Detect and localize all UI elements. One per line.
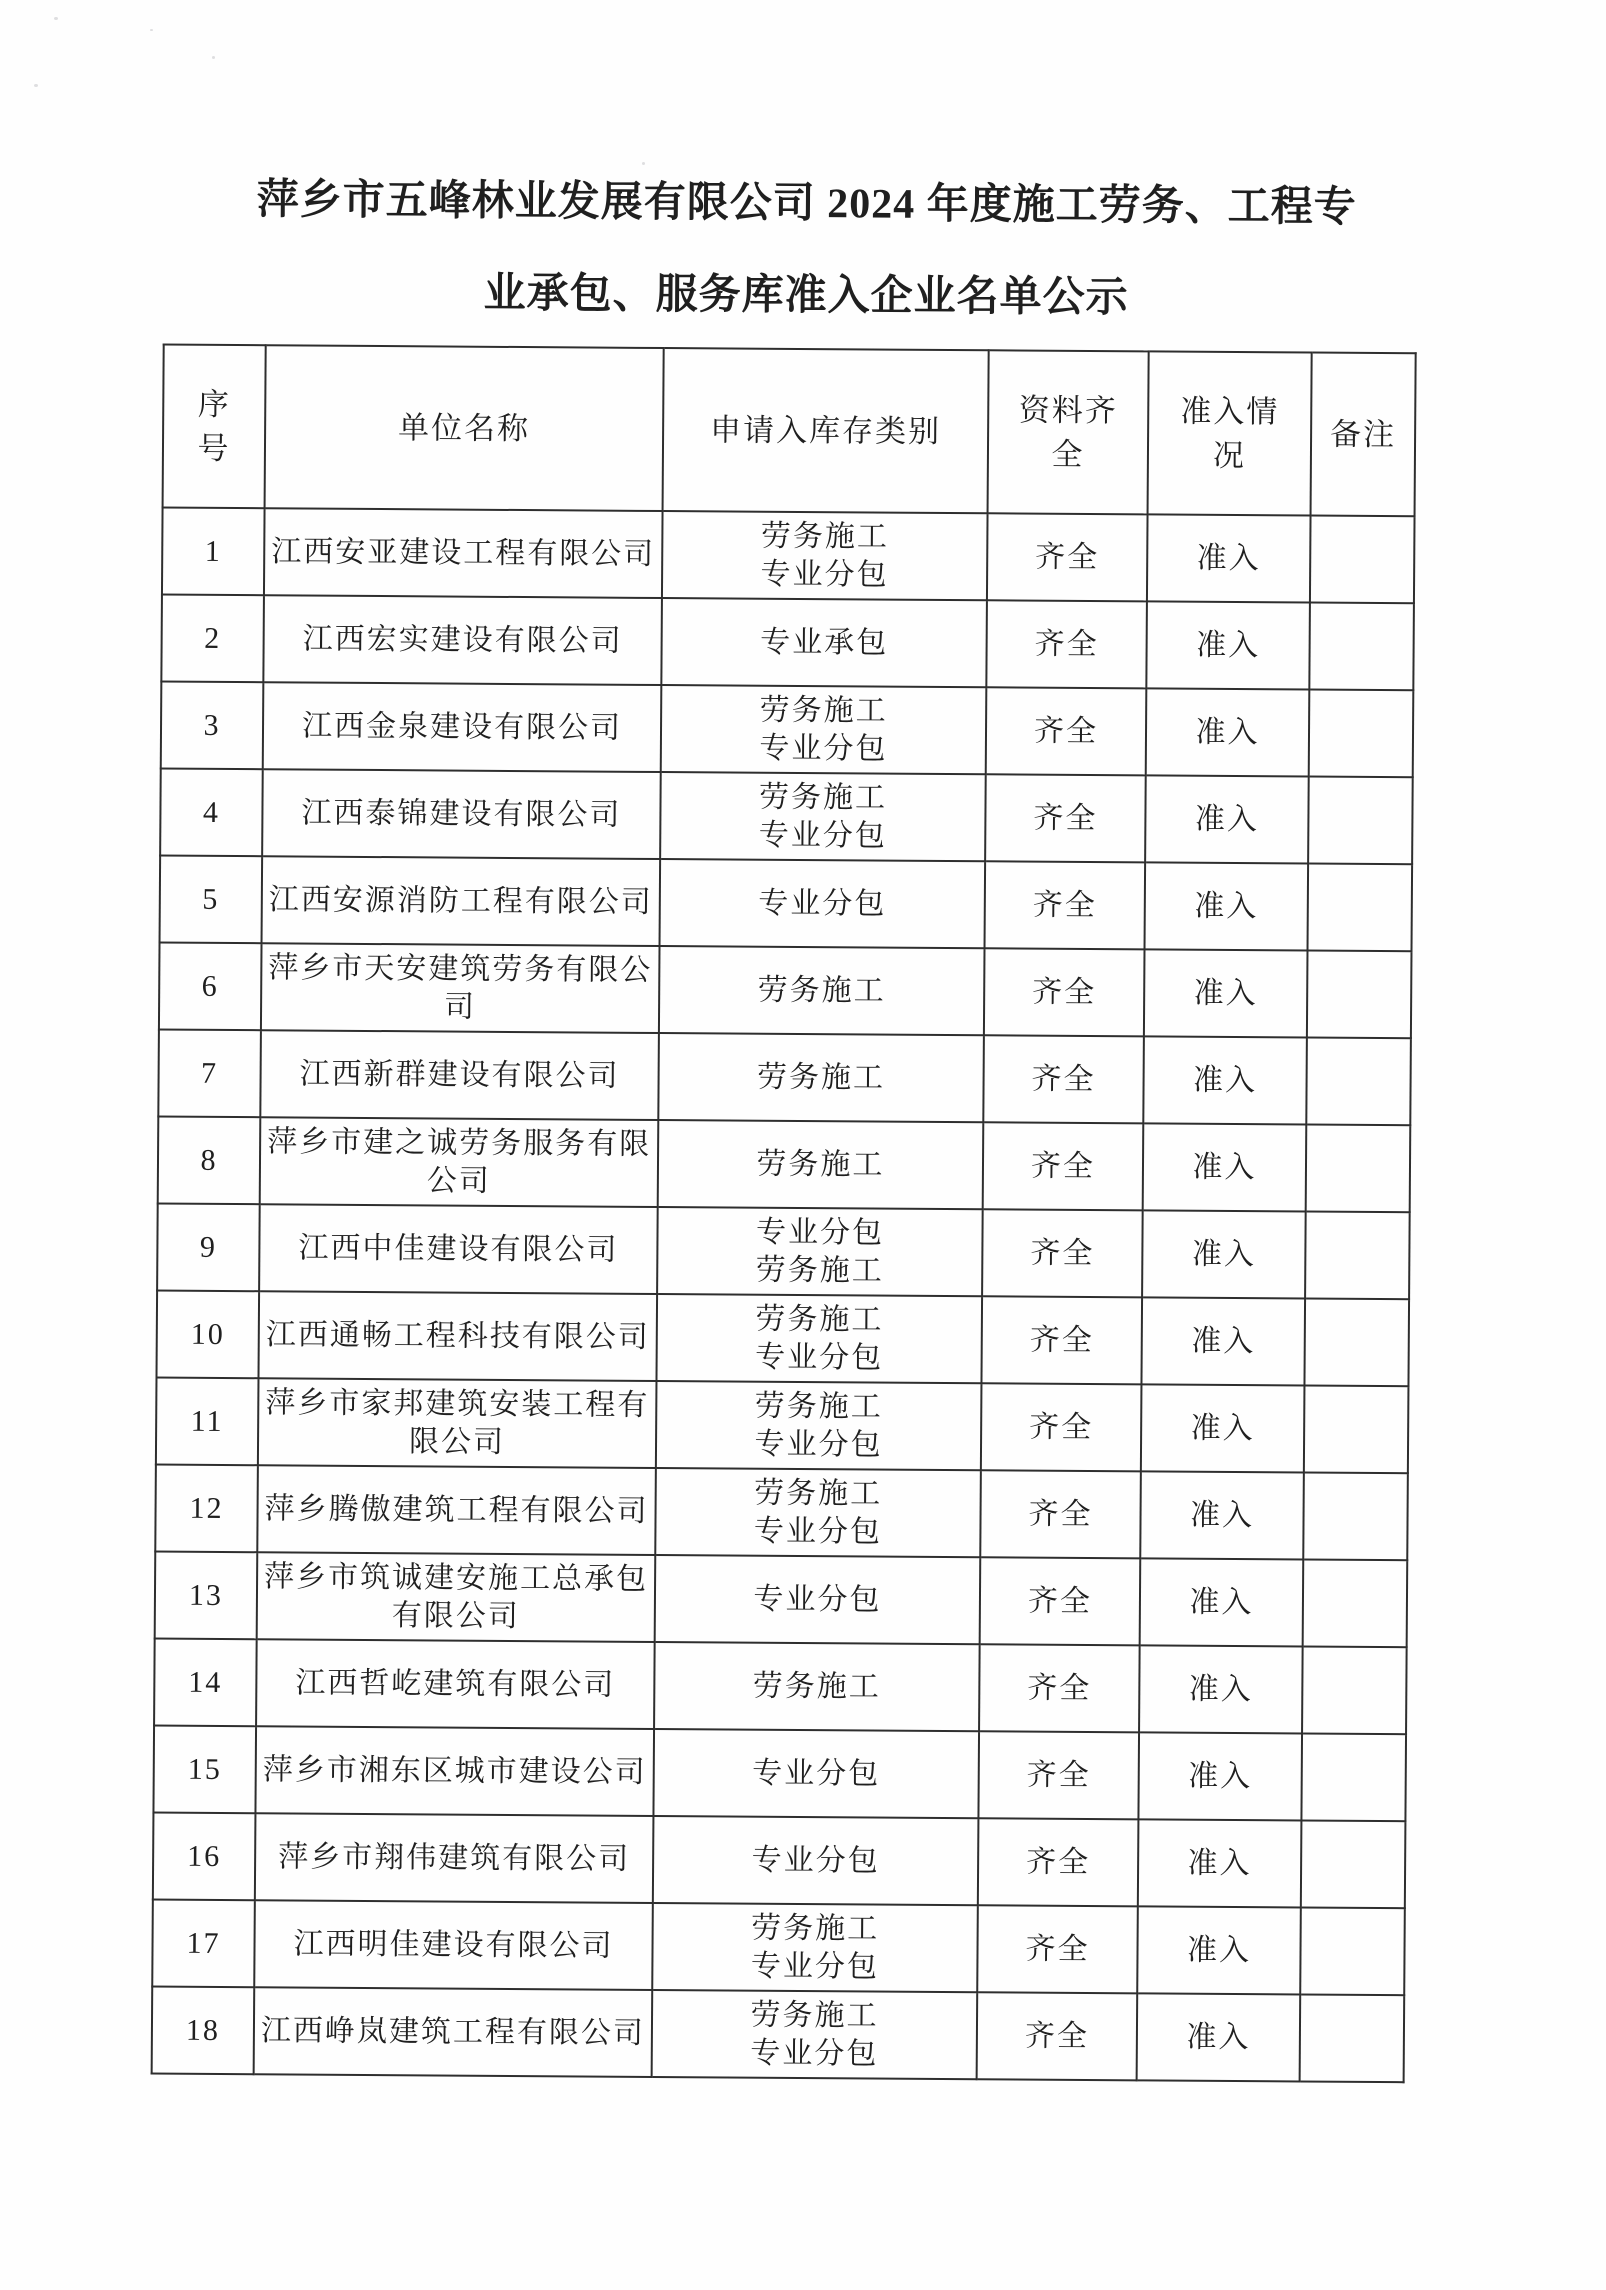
row-company-name: 江西金泉建设有限公司 [263, 682, 662, 772]
table-header [163, 345, 1416, 517]
row-company-name: 江西明佳建设有限公司 [254, 1900, 653, 1990]
row-category: 劳务施工 [658, 1033, 984, 1122]
row-company-name: 江西峥岚建筑工程有限公司 [254, 1987, 653, 2077]
header-company-name: 单位名称 [265, 345, 664, 511]
row-company-name: 萍乡腾傲建筑工程有限公司 [257, 1465, 656, 1555]
document-title [123, 153, 1490, 347]
row-company-name: 江西安源消防工程有限公司 [262, 856, 661, 946]
table-row [158, 1117, 1411, 1213]
row-admission-status: 准入 [1138, 1732, 1302, 1820]
row-company-name: 江西泰锦建设有限公司 [262, 769, 661, 859]
row-materials: 齐全 [977, 1992, 1138, 2080]
row-admission-status: 准入 [1143, 1036, 1307, 1124]
admitted-companies-table [151, 344, 1417, 2084]
scan-speck [212, 56, 215, 59]
row-admission-status: 准入 [1143, 1123, 1307, 1211]
table-row [153, 1725, 1406, 1821]
document-content [0, 152, 1606, 2084]
row-category: 劳务施工 专业分包 [660, 772, 986, 861]
row-company-name: 江西中佳建设有限公司 [259, 1204, 658, 1294]
row-category: 专业分包 劳务施工 [657, 1207, 983, 1296]
row-materials: 齐全 [985, 861, 1146, 949]
scan-speck [54, 17, 58, 20]
row-category: 专业分包 [655, 1555, 981, 1644]
row-materials: 齐全 [986, 687, 1147, 775]
row-materials: 齐全 [984, 948, 1145, 1036]
table-row [162, 508, 1415, 604]
table-row [160, 769, 1413, 865]
table-row [158, 1030, 1411, 1126]
row-company-name: 萍乡市家邦建筑安装工程有限公司 [258, 1378, 657, 1468]
row-admission-status: 准入 [1145, 775, 1309, 863]
row-serial-number: 3 [161, 682, 264, 770]
row-company-name: 萍乡市湘东区城市建设公司 [255, 1726, 654, 1816]
row-remark [1304, 1299, 1409, 1387]
row-serial-number: 13 [155, 1551, 258, 1639]
row-serial-number: 5 [160, 856, 263, 944]
row-serial-number: 6 [159, 943, 262, 1031]
row-category: 劳务施工 专业分包 [655, 1468, 981, 1557]
row-materials: 齐全 [982, 1209, 1143, 1297]
header-admission-status: 准入情 况 [1148, 351, 1312, 515]
row-company-name: 江西安亚建设工程有限公司 [264, 508, 663, 598]
table-row [161, 682, 1414, 778]
row-admission-status: 准入 [1140, 1558, 1304, 1646]
row-serial-number: 9 [157, 1204, 260, 1292]
row-remark [1310, 516, 1415, 604]
row-company-name: 萍乡市翔伟建筑有限公司 [255, 1813, 654, 1903]
row-materials: 齐全 [983, 1122, 1144, 1210]
row-admission-status: 准入 [1138, 1819, 1302, 1907]
row-materials: 齐全 [979, 1644, 1140, 1732]
row-admission-status: 准入 [1144, 949, 1308, 1037]
document-title-line-2: 业承包、服务库准入企业名单公示 [483, 270, 1129, 322]
row-materials: 齐全 [980, 1470, 1141, 1558]
row-company-name: 萍乡市建之诚劳务服务有限公司 [260, 1117, 659, 1207]
row-serial-number: 10 [156, 1291, 259, 1379]
row-company-name: 江西宏实建设有限公司 [263, 595, 662, 685]
row-admission-status: 准入 [1141, 1384, 1305, 1472]
row-serial-number: 15 [153, 1725, 256, 1813]
row-materials: 齐全 [983, 1035, 1144, 1123]
row-remark [1300, 1908, 1405, 1996]
table-row [156, 1291, 1409, 1387]
table-row [161, 595, 1414, 691]
row-category: 劳务施工 [658, 1120, 984, 1209]
table-row [159, 943, 1412, 1039]
row-remark [1303, 1560, 1408, 1648]
row-company-name: 萍乡市筑诚建安施工总承包有限公司 [257, 1552, 656, 1642]
row-company-name: 萍乡市天安建筑劳务有限公司 [261, 943, 660, 1033]
row-admission-status: 准入 [1145, 862, 1309, 950]
row-category: 劳务施工 专业分包 [652, 1903, 978, 1992]
table-row [154, 1638, 1407, 1734]
row-category: 劳务施工 专业分包 [661, 685, 987, 774]
row-serial-number: 7 [158, 1030, 261, 1118]
row-category: 专业分包 [653, 1729, 979, 1818]
document-title-line-1: 萍乡市五峰林业发展有限公司 2024 年度施工劳务、工程专 [256, 177, 1357, 231]
row-admission-status: 准入 [1139, 1645, 1303, 1733]
row-serial-number: 16 [153, 1812, 256, 1900]
row-company-name: 江西哲屹建筑有限公司 [256, 1639, 655, 1729]
row-serial-number: 12 [155, 1465, 258, 1553]
table-row [152, 1986, 1405, 2082]
table-row [160, 856, 1413, 952]
row-category: 劳务施工 [659, 946, 985, 1035]
row-company-name: 江西通畅工程科技有限公司 [258, 1291, 657, 1381]
row-serial-number: 8 [158, 1117, 261, 1205]
row-remark [1305, 1212, 1410, 1300]
row-remark [1301, 1734, 1406, 1822]
row-category: 专业承包 [661, 598, 987, 687]
row-admission-status: 准入 [1142, 1210, 1306, 1298]
row-category: 专业分包 [653, 1816, 979, 1905]
table-header-row [163, 345, 1416, 517]
row-remark [1303, 1473, 1408, 1561]
row-admission-status: 准入 [1146, 601, 1310, 689]
row-remark [1309, 603, 1414, 691]
row-remark [1301, 1821, 1406, 1909]
row-serial-number: 11 [156, 1378, 259, 1466]
row-category: 劳务施工 [654, 1642, 980, 1731]
row-remark [1308, 777, 1413, 865]
row-remark [1307, 951, 1412, 1039]
row-remark [1309, 690, 1414, 778]
table-row [153, 1812, 1406, 1908]
row-materials: 齐全 [981, 1296, 1142, 1384]
row-materials: 齐全 [986, 600, 1147, 688]
row-admission-status: 准入 [1137, 1906, 1301, 1994]
row-company-name: 江西新群建设有限公司 [260, 1030, 659, 1120]
row-remark [1306, 1038, 1411, 1126]
row-admission-status: 准入 [1137, 1993, 1301, 2081]
row-serial-number: 1 [162, 508, 265, 596]
row-remark [1306, 1125, 1411, 1213]
row-category: 专业分包 [660, 859, 986, 948]
row-remark [1302, 1647, 1407, 1735]
row-materials: 齐全 [978, 1818, 1139, 1906]
header-materials: 资料齐 全 [988, 350, 1149, 514]
row-admission-status: 准入 [1146, 688, 1310, 776]
table-row [155, 1465, 1408, 1561]
header-remark: 备注 [1311, 353, 1416, 517]
row-materials: 齐全 [985, 774, 1146, 862]
header-category: 申请入库存类别 [663, 348, 989, 513]
row-category: 劳务施工 专业分包 [656, 1294, 982, 1383]
row-remark [1308, 864, 1413, 952]
row-remark [1300, 1995, 1405, 2083]
row-admission-status: 准入 [1141, 1297, 1305, 1385]
row-serial-number: 17 [152, 1899, 255, 1987]
row-category: 劳务施工 专业分包 [662, 511, 988, 600]
row-admission-status: 准入 [1147, 514, 1311, 602]
row-serial-number: 4 [160, 769, 263, 857]
scan-speck [150, 29, 153, 31]
header-serial-number: 序 号 [163, 345, 266, 509]
row-category: 劳务施工 专业分包 [656, 1381, 982, 1470]
row-materials: 齐全 [978, 1731, 1139, 1819]
table-row [156, 1378, 1409, 1474]
row-materials: 齐全 [980, 1557, 1141, 1645]
row-materials: 齐全 [981, 1383, 1142, 1471]
table-row [155, 1551, 1408, 1647]
table-body [152, 508, 1415, 2083]
scan-speck [34, 84, 38, 87]
row-serial-number: 2 [161, 595, 264, 683]
row-category: 劳务施工 专业分包 [652, 1990, 978, 2079]
row-serial-number: 14 [154, 1638, 257, 1726]
row-admission-status: 准入 [1140, 1471, 1304, 1559]
row-remark [1304, 1386, 1409, 1474]
table-row [157, 1204, 1410, 1300]
row-serial-number: 18 [152, 1986, 255, 2074]
row-materials: 齐全 [977, 1905, 1138, 1993]
table-row [152, 1899, 1405, 1995]
row-materials: 齐全 [987, 513, 1148, 601]
